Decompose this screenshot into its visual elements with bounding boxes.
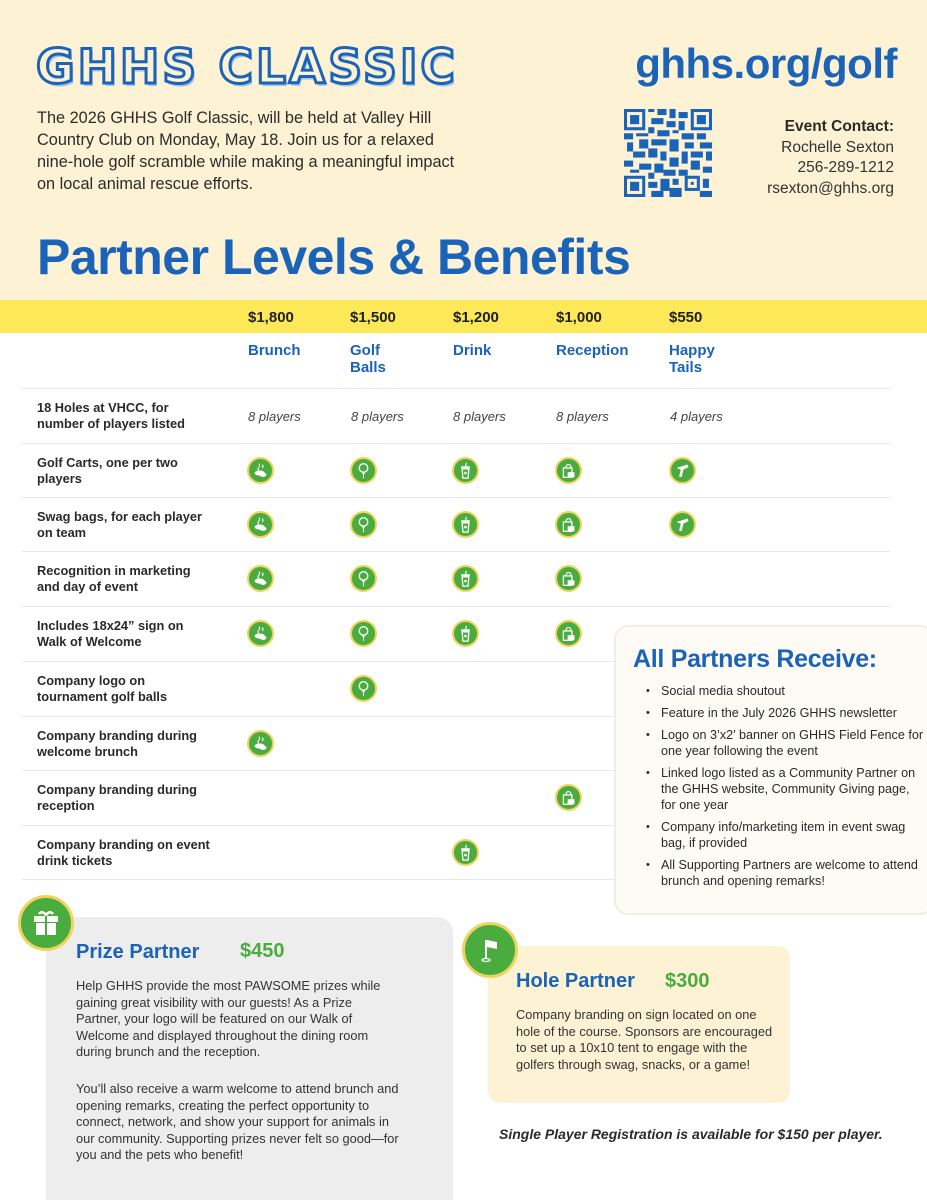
hole-partner-description: Company branding on sign located on one hole of the course. Sponsors are encouraged to set up a 10x10 tent to engage with the golfers through swag, snacks, or a game! xyxy=(516,1007,773,1072)
gift-bag-icon xyxy=(555,511,582,538)
benefit-label: Includes 18x24” sign on Walk of Welcome xyxy=(37,618,184,649)
level-golf-balls: Golf Balls xyxy=(350,342,386,376)
hole-partner-price: $300 xyxy=(665,970,710,992)
list-item: • Logo on 3’x2’ banner on GHHS Field Fence for one year following the event xyxy=(646,727,926,759)
contact-email[interactable]: rsexton@ghhs.org xyxy=(767,179,894,197)
price-brunch: $1,800 xyxy=(248,309,294,326)
golf-flag-icon xyxy=(462,922,518,978)
all-partners-title: All Partners Receive: xyxy=(633,645,877,673)
player-count: 8 players xyxy=(453,409,506,424)
golf-ball-tee-icon xyxy=(350,620,377,647)
drink-cup-icon xyxy=(452,565,479,592)
level-drink: Drink xyxy=(453,342,492,359)
benefit-label: Recognition in marketing and day of event xyxy=(37,563,191,594)
brunch-icon xyxy=(247,620,274,647)
prize-partner-description: Help GHHS provide the most PAWSOME prizes while gaining great visibility with our guests! As a Prize Partner, your logo will be featured on our Walk of Welcome and displayed throughout the dining room during brunch and the reception. xyxy=(76,978,381,1059)
contact-phone[interactable]: 256-289-1212 xyxy=(797,159,894,176)
hole-partner-title: Hole Partner xyxy=(516,970,635,992)
dog-tail-icon xyxy=(669,511,696,538)
gift-bag-icon xyxy=(555,457,582,484)
benefit-label: Swag bags, for each player on team xyxy=(37,509,202,540)
golf-ball-tee-icon xyxy=(350,511,377,538)
player-count: 8 players xyxy=(248,409,301,424)
list-item: • Social media shoutout xyxy=(646,683,926,699)
single-player-registration: Single Player Registration is available for $150 per player. xyxy=(499,1126,883,1142)
golf-ball-tee-icon xyxy=(350,565,377,592)
brunch-icon xyxy=(247,511,274,538)
page-title: Partner Levels & Benefits xyxy=(37,229,631,285)
level-brunch: Brunch xyxy=(248,342,301,359)
prize-partner-title: Prize Partner xyxy=(76,941,200,963)
dog-tail-icon xyxy=(669,457,696,484)
drink-cup-icon xyxy=(452,839,479,866)
list-item: • Linked logo listed as a Community Partner on the GHHS website, Community Giving page, for one year xyxy=(646,765,926,813)
all-partners-box xyxy=(614,625,927,915)
contact-label: Event Contact: xyxy=(784,118,894,135)
benefit-label: Company logo on tournament golf balls xyxy=(37,673,168,704)
gift-bag-icon xyxy=(555,620,582,647)
price-happy-tails: $550 xyxy=(669,309,703,326)
price-drink: $1,200 xyxy=(453,309,499,326)
price-reception: $1,000 xyxy=(556,309,602,326)
level-reception: Reception xyxy=(556,342,629,359)
player-count: 4 players xyxy=(670,409,723,424)
level-happy-tails: Happy Tails xyxy=(669,342,715,376)
brunch-icon xyxy=(247,457,274,484)
list-item: • Feature in the July 2026 GHHS newsletter xyxy=(646,705,926,721)
brunch-icon xyxy=(247,730,274,757)
price-golf-balls: $1,500 xyxy=(350,309,396,326)
gift-bag-icon xyxy=(555,565,582,592)
player-count: 8 players xyxy=(351,409,404,424)
all-partners-list xyxy=(646,683,926,895)
event-intro: The 2026 GHHS Golf Classic, will be held at Valley Hill Country Club on Monday, May 18. Join us for a relaxed nine-hole golf scramble while making a meaningful impact on local animal rescue efforts. xyxy=(37,109,455,193)
benefit-label: 18 Holes at VHCC, for number of players listed xyxy=(37,400,185,431)
brunch-icon xyxy=(247,565,274,592)
drink-cup-icon xyxy=(452,620,479,647)
drink-cup-icon xyxy=(452,511,479,538)
contact-name: Rochelle Sexton xyxy=(781,138,894,156)
gift-bag-icon xyxy=(555,784,582,811)
website-link[interactable]: ghhs.org/golf xyxy=(635,40,897,87)
header-section xyxy=(0,0,927,300)
list-item: • All Supporting Partners are welcome to attend brunch and opening remarks! xyxy=(646,857,926,889)
brand-title: GHHS CLASSIC xyxy=(36,40,458,95)
gift-icon xyxy=(18,895,74,951)
prize-partner-price: $450 xyxy=(240,940,285,962)
golf-ball-tee-icon xyxy=(350,675,377,702)
benefit-label: Golf Carts, one per two players xyxy=(37,455,178,486)
benefit-label: Company branding during reception xyxy=(37,782,197,813)
player-count: 8 players xyxy=(556,409,609,424)
benefit-label: Company branding on event drink tickets xyxy=(37,837,210,868)
event-contact xyxy=(767,117,894,199)
prize-partner-details: You’ll also receive a warm welcome to attend brunch and opening remarks, creating the perfect opportunity to connect, network, and show your support for animals in our community. Supporting prizes never felt so good—for you and the pets who benefit! xyxy=(76,1081,399,1162)
golf-ball-tee-icon xyxy=(350,457,377,484)
benefit-label: Company branding during welcome brunch xyxy=(37,728,197,759)
list-item: • Company info/marketing item in event swag bag, if provided xyxy=(646,819,926,851)
qr-code-icon[interactable] xyxy=(624,109,712,197)
drink-cup-icon xyxy=(452,457,479,484)
